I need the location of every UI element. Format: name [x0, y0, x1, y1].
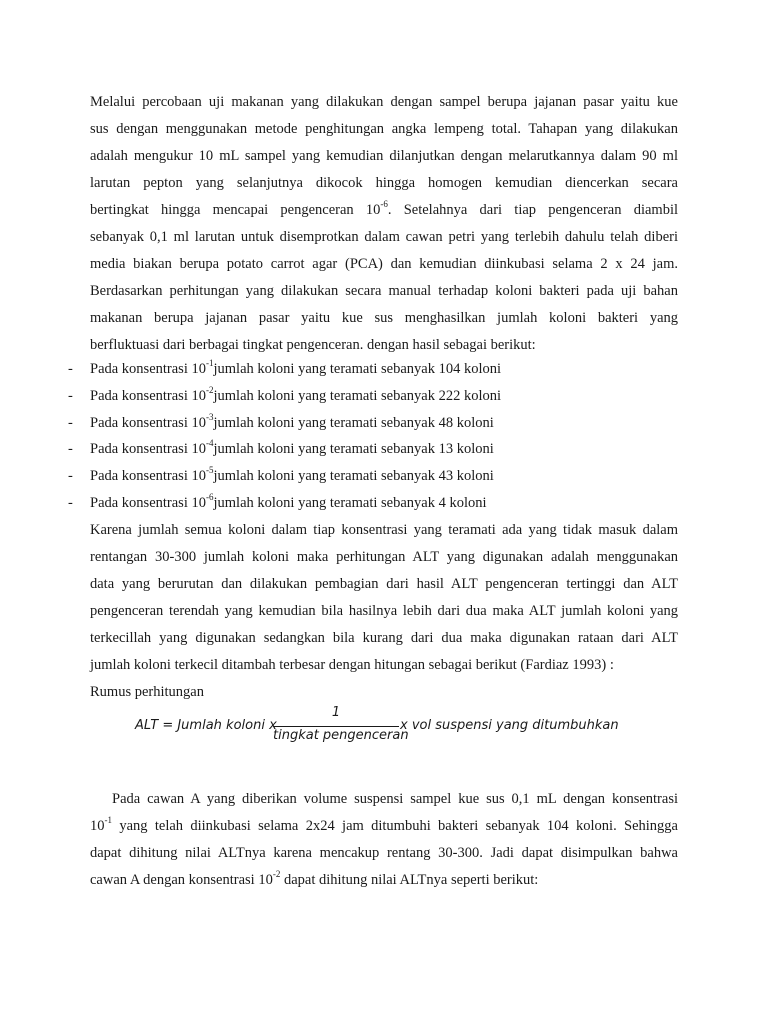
text-line: Melalui percobaan uji makanan yang dilakukan dengan sampel berupa jajanan pasar yaitu kue [90, 94, 678, 110]
result-paragraph [90, 786, 678, 894]
list-item [0, 383, 768, 410]
list-item-text: Pada konsentrasi $10^{-3}jumlah$ koloni yang teramati sebanyak 48 koloni [90, 412, 494, 431]
text-line: $10^{-1}$ yang telah diinkubasi selama 2x24 jam ditumbuhi bakteri sebanyak 104 koloni. Sehingga [90, 815, 678, 834]
text-line: terkecillah yang digunakan sedangkan bila kurang dari dua maka digunakan rataan dari ALT [90, 630, 678, 646]
list-item-text: Pada konsentrasi $10^{-1}jumlah$ koloni yang teramati sebanyak 104 koloni [90, 358, 502, 377]
list-item-text: Pada konsentrasi $10^{-2}jumlah$ koloni yang teramati sebanyak 222 koloni [90, 385, 502, 404]
list-item [0, 356, 768, 383]
list-item-text: Pada konsentrasi $10^{-5}jumlah$ koloni yang teramati sebanyak 43 koloni [90, 465, 494, 484]
list-dash: - [68, 361, 73, 377]
text-line: rentangan 30-300 jumlah koloni maka perhitungan ALT yang digunakan adalah menggunakan [90, 549, 678, 565]
list-item-text: Pada konsentrasi $10^{-4}jumlah$ koloni yang teramati sebanyak 13 koloni [90, 438, 494, 457]
list-dash: - [68, 495, 73, 511]
list-dash: - [68, 441, 73, 457]
text-line: adalah mengukur 10 mL sampel yang kemudian dilanjutkan dengan melarutkannya dalam 90 ml [90, 148, 678, 164]
text-line: sus dengan menggunakan metode penghitungan angka lempeng total. Tahapan yang dilakukan [90, 121, 678, 137]
list-item-text: Pada konsentrasi $10^{-6}jumlah$ koloni yang teramati sebanyak 4 koloni [90, 492, 487, 511]
list-item [0, 436, 768, 463]
text-line: bertingkat hingga mencapai pengenceran $10^{-6}$. Setelahnya dari tiap pengenceran diambil [90, 199, 678, 218]
text-line: jumlah koloni terkecil ditambah terbesar dengan hitungan sebagai berikut (Fardiaz 1993) : [90, 657, 614, 673]
method-paragraph [90, 517, 678, 706]
text-line: larutan pepton yang selanjutnya dikocok hingga homogen kemudian diencerkan secara [90, 175, 678, 191]
text-line: Pada cawan A yang diberikan volume suspensi sampel kue sus 0,1 mL dengan konsentrasi [112, 791, 678, 807]
list-dash: - [68, 468, 73, 484]
text-line: pengenceran terendah yang kemudian bila hasilnya lebih dari dua maka ALT jumlah koloni yang [90, 603, 678, 619]
exponent: -6 [380, 199, 388, 210]
text-line: Berdasarkan perhitungan yang dilakukan secara manual terhadap koloni bakteri pada uji bahan [90, 283, 678, 299]
text-line: Karena jumlah semua koloni dalam tiap konsentrasi yang teramati ada yang tidak masuk dalam [90, 522, 678, 538]
text-line: cawan A dengan konsentrasi $10^{-2}$ dapat dihitung nilai ALTnya seperti berikut: [90, 869, 539, 888]
list-item [0, 490, 768, 517]
formula-right-side: x vol suspensi yang ditumbuhkan [400, 718, 619, 733]
text-line: media biakan berupa potato carrot agar (PCA) dan kemudian diinkubasi selama 2 x 24 jam. [90, 256, 678, 272]
formula-heading: Rumus perhitungan [90, 684, 204, 700]
text-line: makanan berupa jajanan pasar yaitu kue sus menghasilkan jumlah koloni bakteri yang [90, 310, 678, 326]
fraction-bar [273, 726, 399, 727]
formula-left-side: ALT = Jumlah koloni x [135, 718, 277, 733]
fraction-denominator: tingkat pengenceran [273, 728, 409, 743]
text-line: sebanyak 0,1 ml larutan untuk disemprotkan dalam cawan petri yang terlebih dahulu telah diberi [90, 229, 678, 245]
list-dash: - [68, 388, 73, 404]
list-item [0, 410, 768, 437]
fraction-numerator: 1 [331, 705, 341, 720]
intro-paragraph [90, 89, 678, 359]
text-line: berfluktuasi dari berbagai tingkat pengenceran. dengan hasil sebagai berikut: [90, 337, 536, 353]
text-line: data yang berurutan dan dilakukan pembagian dari hasil ALT pengenceran tertinggi dan ALT [90, 576, 678, 592]
text-line: dapat dihitung nilai ALTnya karena mencakup rentang 30-300. Jadi dapat disimpulkan bahwa [90, 845, 678, 861]
list-item [0, 463, 768, 490]
list-dash: - [68, 415, 73, 431]
